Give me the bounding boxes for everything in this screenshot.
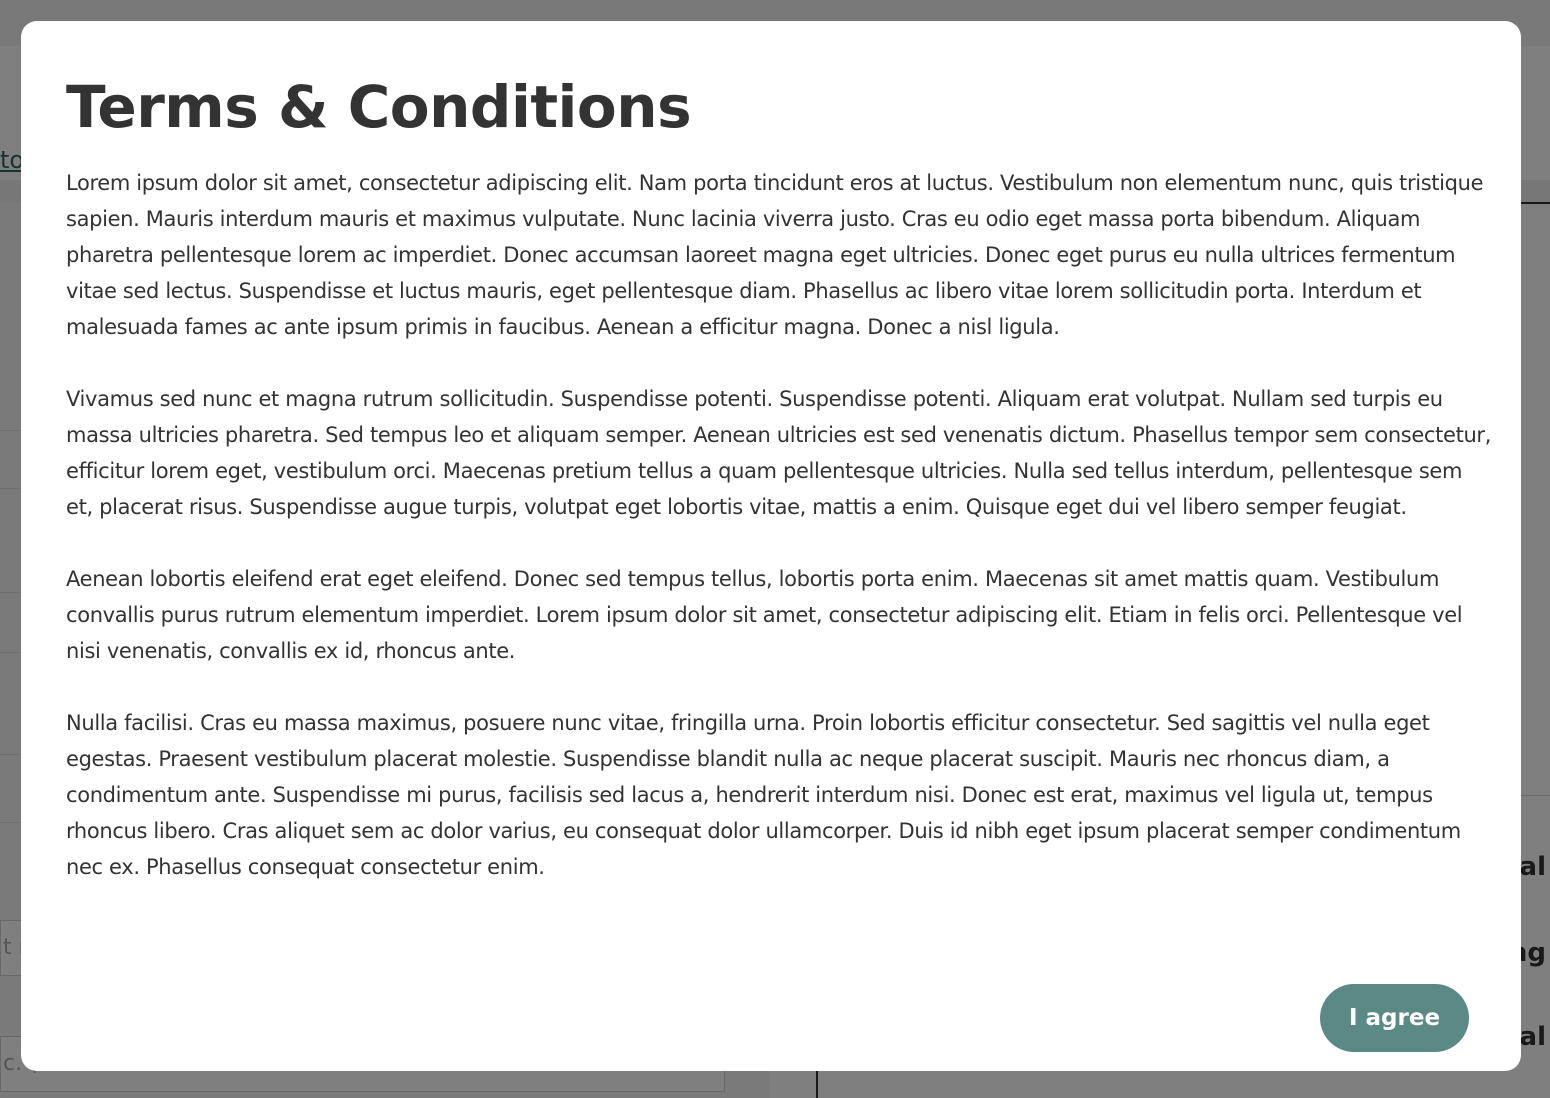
terms-modal: [21, 21, 1521, 1071]
modal-title: Terms & Conditions: [66, 73, 692, 141]
terms-paragraph: Nulla facilisi. Cras eu massa maximus, posuere nunc vitae, fringilla urna. Proin lobortis efficitur consectetur. Sed sagittis vel nulla eget egestas. Praesent vestibulum placerat molestie. Suspendisse blandit nulla ac neque placerat suscipit. Mauris nec rhoncus diam, a condimentum ante. Suspendisse mi purus, facilisis sed lacus a, hendrerit interdum nisi. Donec est erat, maximus vel ligula ut, tempus rhoncus libero. Cras aliquet sem ac dolor varius, eu consequat dolor ullamcorper. Duis id nibh eget ipsum placerat semper condimentum nec ex. Phasellus consequat consectetur enim.: [66, 711, 1461, 879]
terms-paragraph: Vivamus sed nunc et magna rutrum sollicitudin. Suspendisse potenti. Suspendisse potenti. Aliquam erat volutpat. Nullam sed turpis eu massa ultricies pharetra. Sed tempus leo et aliquam semper. Aenean ultricies est sed venenatis dictum. Phasellus tempor sem consectetur, efficitur lorem eget, vestibulum orci. Maecenas pretium tellus a quam pellentesque ultricies. Nulla sed tellus interdum, pellentesque sem et, placerat risus. Suspendisse augue turpis, volutpat eget lobortis vitae, mattis a enim. Quisque eget dui vel libero semper feugiat.: [66, 387, 1492, 519]
terms-paragraph: Aenean lobortis eleifend erat eget eleifend. Donec sed tempus tellus, lobortis porta enim. Maecenas sit amet mattis quam. Vestibulum convallis purus rutrum elementum imperdiet. Lorem ipsum dolor sit amet, consectetur adipiscing elit. Etiam in felis orci. Pellentesque vel nisi venenatis, convallis ex id, rhoncus ante.: [66, 567, 1463, 663]
terms-paragraph: Lorem ipsum dolor sit amet, consectetur adipiscing elit. Nam porta tincidunt eros at luctus. Vestibulum non elementum nunc, quis tristique sapien. Mauris interdum mauris et maximus vulputate. Nunc lacinia viverra justo. Cras eu odio eget massa porta bibendum. Aliquam pharetra pellentesque lorem ac imperdiet. Donec accumsan laoreet magna eget ultricies. Donec eget purus eu nulla ultrices fermentum vitae sed lectus. Suspendisse et luctus mauris, eget pellentesque diam. Phasellus ac libero vitae lorem sollicitudin porta. Interdum et malesuada fames ac ante ipsum primis in faucibus. Aenean a efficitur magna. Donec a nisl ligula.: [66, 171, 1484, 339]
agree-button[interactable]: I agree: [1320, 984, 1469, 1052]
terms-text: [66, 165, 1494, 921]
